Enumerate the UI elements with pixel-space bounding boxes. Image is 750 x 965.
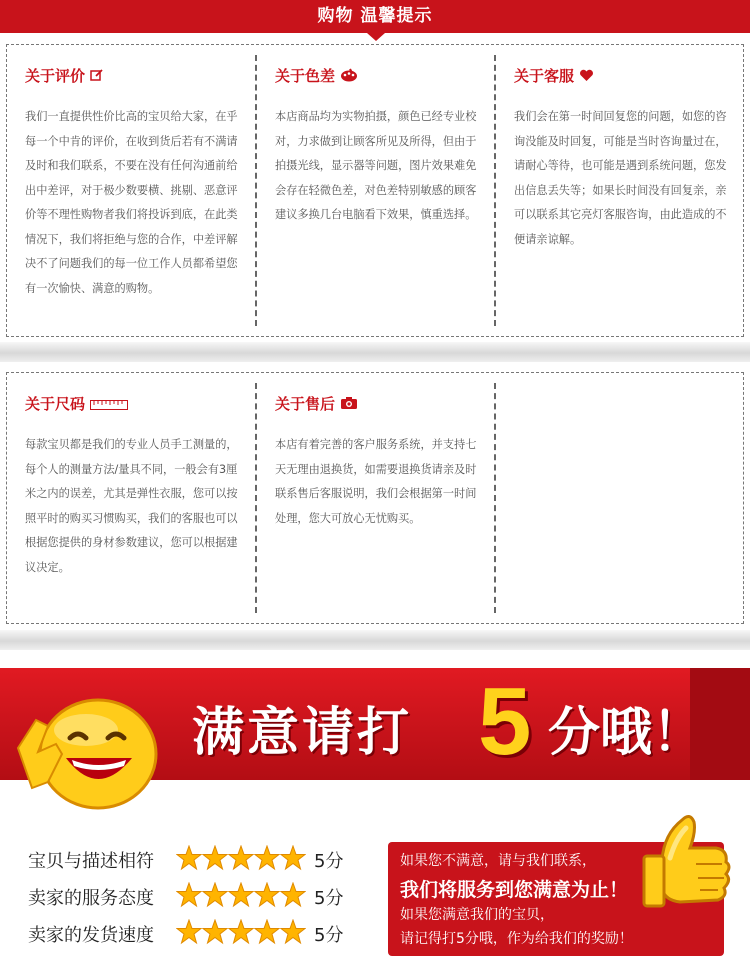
header-notch <box>367 33 385 41</box>
tip-title-text: 关于评价 <box>25 67 86 85</box>
tip-title-text: 关于售后 <box>275 395 336 413</box>
tip-after-sales <box>257 373 494 623</box>
star-icon <box>177 883 201 906</box>
tips-panel-2 <box>6 372 744 624</box>
star-icon <box>229 846 253 869</box>
tip-text: 本店商品均为实物拍摄，颜色已经专业校对，力求做到让顾客所见及所得，但由于拍摄光线，显示器等问题，图片效果难免会存在轻微色差，对色差特别敏感的顾客建议多换几台电脑看下效果，慎重选择。 <box>275 110 477 221</box>
tip-title-text: 关于色差 <box>275 67 336 85</box>
smiley-thumbs-icon <box>8 690 168 810</box>
heart-icon <box>579 68 594 86</box>
notice-line: 如果您满意我们的宝贝， <box>400 907 554 923</box>
star-icon <box>255 883 279 906</box>
star-icon <box>203 846 227 869</box>
tip-evaluation <box>7 45 255 336</box>
notice-line: 如果您不满意，请与我们联系， <box>400 853 596 869</box>
banner-number: 5 <box>478 668 532 775</box>
star-rating <box>176 845 306 876</box>
star-icon <box>281 883 305 906</box>
star-icon <box>229 883 253 906</box>
tip-color-difference <box>257 45 494 336</box>
divider-band <box>0 630 750 650</box>
tip-title-text: 关于尺码 <box>25 395 86 413</box>
star-icon <box>281 920 305 943</box>
rating-label: 卖家的服务态度 <box>28 888 154 909</box>
tip-text: 我们一直提供性价比高的宝贝给大家，在乎每一个中肯的评价，在收到货后若有不满请及时和我们联系，不要在没有任何沟通前给出中差评，对于极少数要横、挑剔、恶意评价等不理性购物者我们将投诉到底，在此类情况下，我们将拒绝与您的合作，中差评解决不了问题我们的每一位工作人员都希望您有一次愉快、满意的购物。 <box>25 110 238 295</box>
tip-title <box>275 65 358 86</box>
tip-title <box>25 65 104 86</box>
rating-score: 5分 <box>314 925 344 946</box>
tip-title <box>514 65 594 86</box>
ruler-icon <box>90 396 128 414</box>
star-icon <box>281 846 305 869</box>
tips-panel-1 <box>6 44 744 337</box>
banner-text-after: 分哦！ <box>548 703 705 763</box>
star-rating <box>176 919 306 950</box>
star-rating <box>176 882 306 913</box>
divider <box>494 383 496 613</box>
tip-title <box>275 393 358 414</box>
camera-icon <box>340 396 358 414</box>
star-icon <box>255 846 279 869</box>
star-icon <box>203 920 227 943</box>
rating-score: 5分 <box>314 888 344 909</box>
divider-band <box>0 342 750 362</box>
rating-score: 5分 <box>314 851 344 872</box>
thumbs-up-icon <box>640 808 736 918</box>
rating-label: 宝贝与描述相符 <box>28 851 154 872</box>
tip-title-text: 关于客服 <box>514 67 575 85</box>
star-icon <box>177 846 201 869</box>
edit-icon <box>90 68 104 86</box>
tip-size <box>7 373 255 623</box>
star-icon <box>203 883 227 906</box>
tip-title <box>25 393 128 414</box>
star-icon <box>177 920 201 943</box>
tip-text: 我们会在第一时间回复您的问题，如您的咨询没能及时回复，可能是当时咨询量过在，请耐心等待，也可能是遇到系统问题，您发出信息丢失等；如果长时间没有回复亲，亲可以联系其它亮灯客服咨询，由此造成的不便请亲谅解。 <box>514 110 727 246</box>
header-bar <box>0 0 750 33</box>
star-icon <box>229 920 253 943</box>
tip-customer-service <box>496 45 743 336</box>
notice-line: 请记得打5分哦，作为给我们的奖励！ <box>400 931 633 947</box>
notice-highlight: 我们将服务到您满意为止！ <box>400 879 629 901</box>
rating-label: 卖家的发货速度 <box>28 925 154 946</box>
banner-text: 满意请打 <box>192 703 413 763</box>
star-icon <box>255 920 279 943</box>
palette-icon <box>340 68 358 86</box>
header-title: 购物 温馨提示 <box>317 6 433 26</box>
tip-text: 本店有着完善的客户服务系统，并支持七天无理由退换货，如需要退换货请亲及时联系售后客服说明，我们会根据第一时间处理，您大可放心无忧购买。 <box>275 438 477 525</box>
tip-text: 每款宝贝都是我们的专业人员手工测量的，每个人的测量方法/量具不同，一般会有3厘米之内的误差，尤其是弹性衣服，您可以按照平时的购买习惯购买，我们的客服也可以根据您提供的身材参数建议，您可以根据建议决定。 <box>25 438 238 574</box>
